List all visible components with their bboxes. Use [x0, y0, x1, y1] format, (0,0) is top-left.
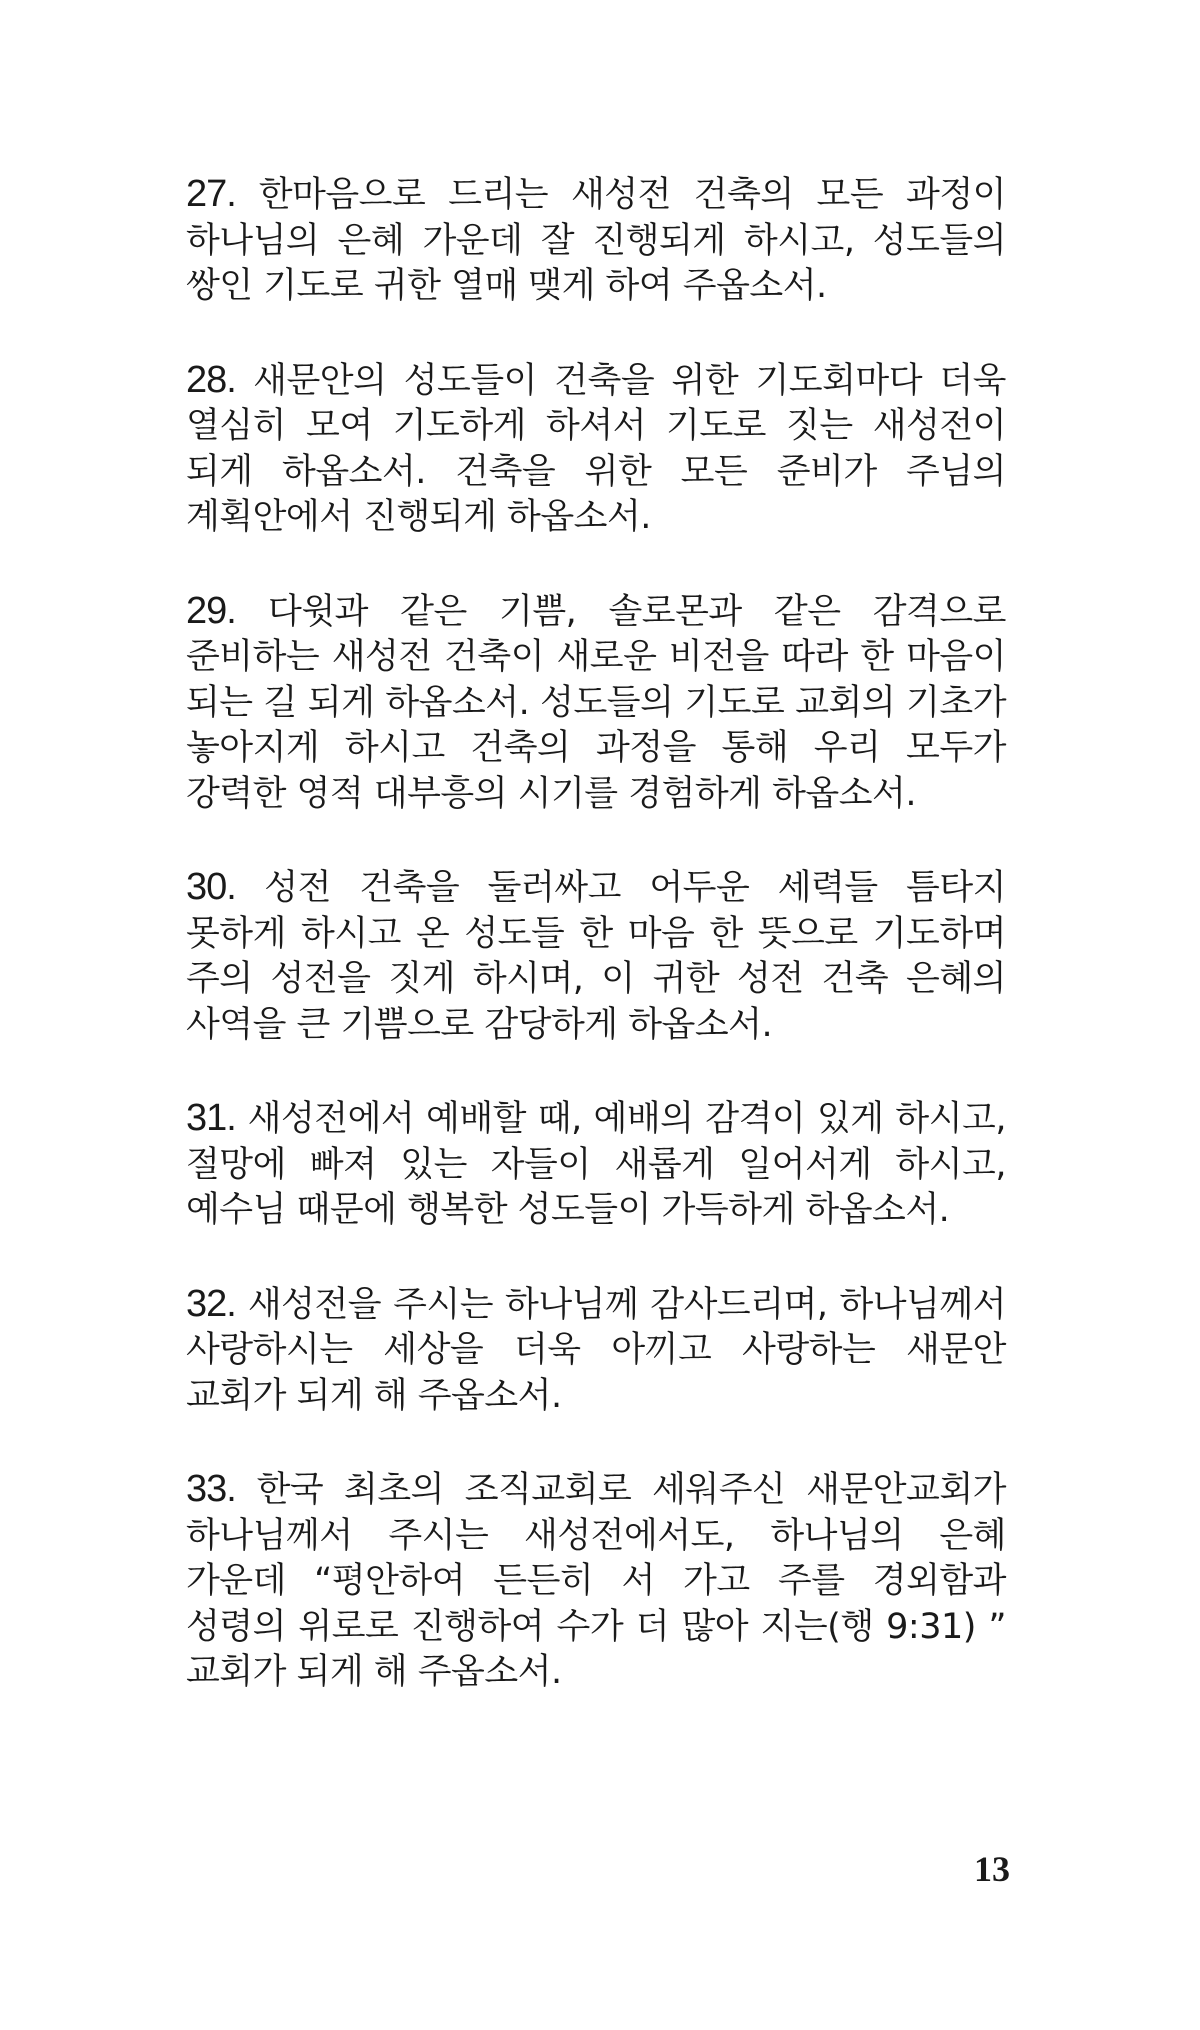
- prayer-text: 새성전에서 예배할 때, 예배의 감격이 있게 하시고, 절망에 빠져 있는 자들이 새롭게 일어서게 하시고, 예수님 때문에 행복한 성도들이 가득하게 하옵소서.: [186, 1099, 1006, 1230]
- prayer-text: 다윗과 같은 기쁨, 솔로몬과 같은 감격으로 준비하는 새성전 건축이 새로운 비전을 따라 한 마음이 되는 길 되게 하옵소서. 성도들의 기도로 교회의 기초가 놓아지게 하시고 건축의 과정을 통해 우리 모두가 강력한 영적 대부흥의 시기를 경험하게 하옵소서.: [186, 591, 1006, 814]
- prayer-item: [186, 1282, 1006, 1420]
- prayer-list: [186, 172, 1006, 1744]
- prayer-item: [186, 172, 1006, 310]
- prayer-item: [186, 1467, 1006, 1696]
- page-number: 13: [974, 1849, 1010, 1889]
- prayer-number: 32.: [186, 1282, 236, 1325]
- prayer-number: 27.: [186, 173, 236, 215]
- prayer-item: [186, 865, 1006, 1048]
- prayer-text: 한국 최초의 조직교회로 세워주신 새문안교회가 하나님께서 주시는 새성전에서도, 하나님의 은혜 가운데 “평안하여 든든히 서 가고 주를 경외함과 성령의 위로로 진행하여 수가 더 많아 지는(행 9:31) ” 교회가 되게 해 주옵소서.: [186, 1470, 1006, 1692]
- prayer-text: 새문안의 성도들이 건축을 위한 기도회마다 더욱 열심히 모여 기도하게 하셔서 기도로 짓는 새성전이 되게 하옵소서. 건축을 위한 모든 준비가 주님의 계획안에서 진행되게 하옵소서.: [186, 360, 1006, 537]
- prayer-number: 29.: [186, 589, 236, 632]
- prayer-number: 31.: [186, 1097, 236, 1139]
- prayer-number: 30.: [186, 866, 236, 908]
- prayer-number: 28.: [186, 358, 236, 401]
- prayer-text: 한마음으로 드리는 새성전 건축의 모든 과정이 하나님의 은혜 가운데 잘 진행되게 하시고, 성도들의 쌍인 기도로 귀한 열매 맺게 하여 주옵소서.: [186, 175, 1006, 306]
- prayer-item: [186, 1096, 1006, 1234]
- prayer-item: [186, 358, 1006, 541]
- prayer-item: [186, 589, 1006, 818]
- prayer-text: 새성전을 주시는 하나님께 감사드리며, 하나님께서 사랑하시는 세상을 더욱 아끼고 사랑하는 새문안 교회가 되게 해 주옵소서.: [186, 1284, 1006, 1416]
- prayer-text: 성전 건축을 둘러싸고 어두운 세력들 틈타지 못하게 하시고 온 성도들 한 마음 한 뜻으로 기도하며 주의 성전을 짓게 하시며, 이 귀한 성전 건축 은혜의 사역을 큰 기쁨으로 감당하게 하옵소서.: [186, 868, 1006, 1045]
- prayer-number: 33.: [186, 1468, 236, 1510]
